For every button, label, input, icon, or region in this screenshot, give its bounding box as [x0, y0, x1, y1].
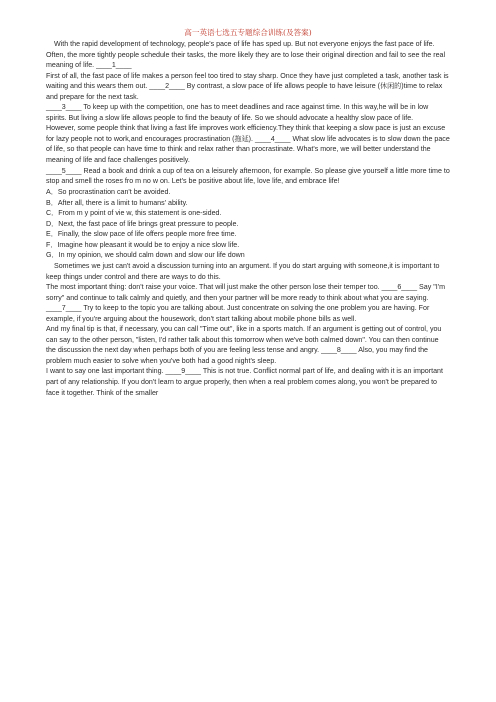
page-title: 高一英语七选五专题综合训练(及答案): [184, 28, 312, 37]
option-a: A．So procrastination can't be avoided.: [46, 188, 171, 197]
passage2-paragraph: And my final tip is that, if necessary, you can call "Time out", like in a sports match. If an argument is getting out of control, you can say to the other person, "listen, I'd rather talk about this tomorrow when we've both calmed down". You can then continue the discussion the next day when perhaps both of you are feeling less tense and angry. ____8____ Also, you may find the problem much easier to solve when you've both had a good night's sleep.: [46, 325, 442, 365]
option-g: G．In my opinion, we should calm down and slow our life down: [46, 251, 245, 260]
passage1-paragraph: However, some people think that living a fast life improves work efficiency.They think that keeping a slow pace is just an excuse for lazy people not to work,and encourages procrastination (拖延). ____4____ What slow life advocates is to slow down the pace of life, so that people can have time to think and relax rather than procrastinate. What's more, we will better understand the meaning of life and face challenges positively.: [46, 124, 450, 165]
option-e: E．Finally, the slow pace of life offers people more free time.: [46, 230, 237, 239]
option-f: F．Imagine how pleasant it would be to enjoy a nice slow life.: [46, 240, 240, 249]
passage1-paragraph: With the rapid development of technology, people's pace of life has sped up. But not everyone enjoys the fast pace of life. Often, the more tightly people schedule their tasks, the more likely they are to lose their original direction and fail to see the real meaning of life. ____1____: [46, 40, 446, 70]
passage2-paragraph: The most important thing: don't raise your voice. That will just make the other person lose their temper too. ____6____ Say "I'm sorry" and continue to talk calmly and quietly, and then your partner will be more ready to think about what you are saying.: [46, 283, 446, 302]
passage1-paragraph: ____5____ Read a book and drink a cup of tea on a leisurely afternoon, for example. So please give yourself a little more time to stop and smell the roses fro m no w on. Let's be positive about life, love life, and embrace life!: [46, 166, 450, 186]
passage2-paragraph: ____7____ Try to keep to the topic you are talking about. Just concentrate on solving the one problem you are having. For example, if you're arguing about the housework, don't start talking about mobile phone bills as well.: [46, 304, 430, 323]
passage2-paragraph: Sometimes we just can't avoid a discussion turning into an argument. If you do start arguing with someone,it is important to keep things under control and there are ways to do this.: [46, 261, 440, 281]
passage1-paragraph: First of all, the fast pace of life makes a person feel too tired to stay sharp. Once they have just completed a task, another task is waiting and this wears them out. ____2____ By contrast, a slow pace of life allows people to have leisure (休闲的)time to relax and prepare for the next task.: [46, 71, 449, 101]
option-b: B．After all, there is a limit to humans' ability.: [46, 198, 188, 207]
passage2-paragraph: I want to say one last important thing. ____9____ This is not true. Conflict normal part of life, and dealing with it is an important part of any relationship. If you don't learn to argue properly, then when a real problem comes along, you won't be prepared to face it together. Think of the smaller: [46, 367, 443, 397]
option-c: C．From m y point of vie w, this statement is one-sided.: [46, 209, 222, 218]
passage1-paragraph: ____3____ To keep up with the competition, one has to meet deadlines and race against time. In this way,he will be in low spirits. But living a slow life allows people to find the beauty of life. So we should advocate a healthy slow pace of life.: [46, 103, 429, 122]
option-d: D．Next, the fast pace of life brings great pressure to people.: [46, 219, 239, 228]
